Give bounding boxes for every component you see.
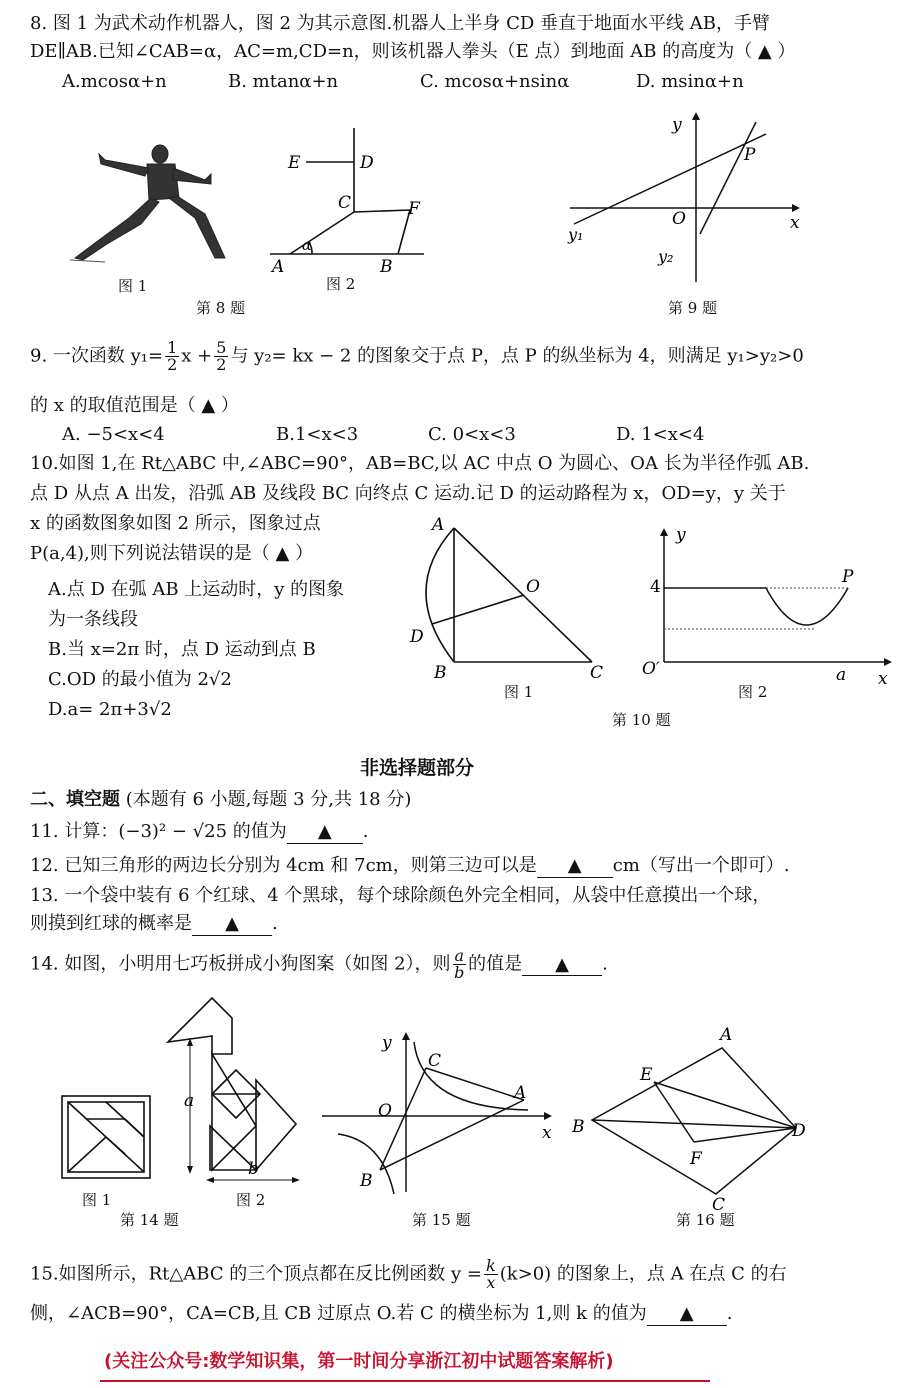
q10-option-a-1: A.点 D 在弧 AB 上运动时，y 的图象 — [48, 579, 345, 600]
q15-frac-den: x — [486, 1273, 496, 1292]
section-title: 非选择题部分 — [360, 757, 475, 779]
q9-graph-figure — [560, 112, 810, 287]
q16-label-a: A — [720, 1025, 733, 1045]
q12-blank: ▲ — [537, 856, 613, 878]
q8-line2: DE∥AB.已知∠CAB=α，AC=m,CD=n，则该机器人拳头（E 点）到地面 AB 的高度为（ ▲ ） — [30, 41, 796, 62]
footer-underline — [100, 1380, 710, 1382]
q8-label-f: F — [408, 199, 420, 219]
q15-suffix: (k>0) 的图象上，点 A 在点 C 的右 — [499, 1263, 787, 1285]
q14-label-a: a — [184, 1091, 195, 1111]
q8-fig1-caption: 图 1 — [118, 277, 148, 295]
q13-blank: ▲ — [192, 914, 272, 936]
q10-option-a-2: 为一条线段 — [48, 609, 138, 630]
q10-caption: 第 10 题 — [612, 711, 671, 729]
q14-fig2-caption: 图 2 — [236, 1191, 266, 1209]
q14 — [30, 948, 608, 981]
fill-blank-heading — [30, 790, 411, 811]
q13-line2 — [30, 914, 278, 936]
q14-fraction — [453, 948, 467, 981]
q15-prefix: 15.如图所示，Rt△ABC 的三个顶点都在反比例函数 y = — [30, 1263, 483, 1285]
q8-robot-figure — [65, 140, 235, 265]
q10-option-d: D.a= 2π+3√2 — [48, 699, 172, 720]
q16-caption: 第 16 题 — [676, 1211, 735, 1229]
q14-frac-num: a — [454, 946, 465, 965]
q8-label-b: B — [380, 257, 393, 277]
q10-fig2-label-four: 4 — [650, 577, 661, 597]
fill-blank-heading-note: (本题有 6 小题,每题 3 分,共 18 分) — [125, 789, 412, 810]
q10-graph-figure — [636, 522, 896, 687]
q10-fig1-label-b: B — [434, 663, 447, 683]
q14-tangram-square — [58, 1092, 154, 1182]
q10-fig2-label-o: O′ — [642, 659, 660, 679]
q13-end: . — [272, 913, 278, 934]
q14-blank: ▲ — [522, 955, 602, 977]
q15-label-x: x — [542, 1123, 552, 1143]
q10-option-c: C.OD 的最小值为 2√2 — [48, 669, 232, 690]
q14-prefix: 14. 如图，小明用七巧板拼成小狗图案（如图 2），则 — [30, 953, 451, 975]
q9-frac1-num: 1 — [167, 338, 178, 357]
q10-line4: P(a,4),则下列说法错误的是（ ▲ ） — [30, 543, 314, 564]
q10-fig1-label-c: C — [590, 663, 604, 683]
q9-option-d: D. 1<x<4 — [616, 424, 705, 445]
q8-label-e: E — [288, 153, 301, 173]
q9-frac1-den: 2 — [167, 355, 178, 374]
q8-label-c: C — [338, 193, 352, 213]
q15-fraction — [484, 1258, 498, 1291]
q14-label-b: b — [248, 1159, 259, 1179]
q9-caption: 第 9 题 — [668, 299, 718, 317]
fill-blank-heading-label: 二、填空题 — [30, 789, 120, 810]
q8-label-d: D — [360, 153, 374, 173]
q10-fig2-label-p: P — [842, 567, 854, 587]
q8-option-d: D. msinα+n — [636, 71, 744, 92]
q13-line1: 13. 一个袋中装有 6 个红球、4 个黑球，每个球除颜色外完全相同，从袋中任意摸出一个球， — [30, 885, 771, 906]
q16-label-c: C — [712, 1195, 726, 1214]
q8-option-b: B. mtanα+n — [228, 71, 339, 92]
q9-prefix: 9. 一次函数 y₁= — [30, 345, 164, 367]
q9-line2: 的 x 的取值范围是（ ▲ ） — [30, 395, 239, 416]
q9-option-c: C. 0<x<3 — [428, 424, 516, 445]
q11-text: 11. 计算：(−3)² − √25 的值为 — [30, 821, 287, 842]
q15-line1 — [30, 1258, 787, 1291]
q10-fig2-caption: 图 2 — [738, 683, 768, 701]
q8-option-a: A.mcosα+n — [62, 71, 167, 92]
q14-frac-den: b — [454, 963, 465, 982]
q9-label-x: x — [790, 213, 800, 233]
q16-label-f: F — [690, 1149, 702, 1169]
q8-fig2-caption: 图 2 — [326, 275, 356, 293]
q9-suffix: 与 y₂= kx − 2 的图象交于点 P，点 P 的纵坐标为 4，则满足 y₁>y₂>0 — [230, 345, 804, 367]
q9-line1 — [30, 340, 804, 373]
q8-line1: 8. 图 1 为武术动作机器人，图 2 为其示意图.机器人上半身 CD 垂直于地面水平线 AB，手臂 — [30, 13, 771, 34]
q10-line1: 10.如图 1,在 Rt△ABC 中,∠ABC=90°，AB=BC,以 AC 中点 O 为圆心、OA 长为半径作弧 AB. — [30, 453, 810, 474]
q14-caption: 第 14 题 — [120, 1211, 179, 1229]
q9-mid: x + — [181, 345, 213, 367]
q16-label-b: B — [572, 1117, 585, 1137]
q12 — [30, 856, 790, 878]
q9-label-o: O — [672, 209, 686, 229]
q9-frac2-num: 5 — [216, 338, 227, 357]
q15-graph-figure — [318, 1030, 558, 1200]
q15-label-o: O — [378, 1101, 392, 1121]
q11 — [30, 822, 369, 844]
q16-label-e: E — [640, 1065, 653, 1085]
q14-tangram-dog — [160, 994, 310, 1194]
q15-label-b: B — [360, 1171, 373, 1191]
q15-end: . — [726, 1303, 733, 1324]
q8-schematic-figure — [262, 120, 432, 280]
q10-fig1-label-o: O — [526, 577, 540, 597]
q10-fig2-label-a: a — [836, 665, 847, 685]
q12-text: 12. 已知三角形的两边长分别为 4cm 和 7cm，则第三边可以是 — [30, 855, 537, 876]
q10-fig1-label-a: A — [432, 515, 445, 535]
q8-caption: 第 8 题 — [196, 299, 246, 317]
q10-line3: x 的函数图象如图 2 所示，图象过点 — [30, 513, 321, 534]
q15-label-y: y — [382, 1033, 392, 1053]
q13-text: 则摸到红球的概率是 — [30, 913, 192, 934]
footer-note: (关注公众号:数学知识集，第一时间分享浙江初中试题答案解析) — [104, 1351, 614, 1372]
q9-label-y1: y₁ — [568, 225, 584, 244]
q8-option-c: C. mcosα+nsinα — [420, 71, 570, 92]
q9-label-y: y — [672, 115, 682, 135]
q9-label-p: P — [744, 145, 756, 165]
q9-frac2-den: 2 — [216, 355, 227, 374]
q10-option-b: B.当 x=2π 时，点 D 运动到点 B — [48, 639, 316, 660]
q15-frac-num: k — [486, 1256, 496, 1275]
q14-fig1-caption: 图 1 — [82, 1191, 112, 1209]
q15-label-a: A — [514, 1083, 527, 1103]
q15-blank: ▲ — [647, 1304, 727, 1326]
q15-text: 侧，∠ACB=90°，CA=CB,且 CB 过原点 O.若 C 的横坐标为 1,则 k 的值为 — [30, 1303, 647, 1324]
q12-end: cm（写出一个即可）. — [612, 855, 790, 876]
q15-label-c: C — [428, 1051, 442, 1071]
q10-fig2-label-x: x — [878, 669, 888, 687]
q14-end: . — [602, 953, 608, 975]
q11-blank: ▲ — [287, 822, 363, 844]
q9-option-a: A. −5<x<4 — [62, 424, 165, 445]
q9-option-b: B.1<x<3 — [276, 424, 359, 445]
q10-fig1-caption: 图 1 — [504, 683, 534, 701]
q8-label-alpha: α — [302, 238, 312, 254]
q10-fig1-label-d: D — [410, 627, 424, 647]
q15-line2 — [30, 1304, 732, 1326]
q9-fraction-2 — [214, 340, 228, 373]
q8-label-a: A — [272, 257, 285, 277]
q16-quadrilateral-figure — [566, 1024, 826, 1214]
q10-fig2-label-y: y — [676, 525, 686, 545]
q9-fraction-1 — [165, 340, 179, 373]
q11-end: . — [362, 821, 369, 842]
q15-caption: 第 15 题 — [412, 1211, 471, 1229]
q10-line2: 点 D 从点 A 出发，沿弧 AB 及线段 BC 向终点 C 运动.记 D 的运动路程为 x，OD=y，y 关于 — [30, 483, 786, 504]
q10-triangle-figure — [402, 512, 617, 688]
q9-label-y2: y₂ — [658, 247, 674, 266]
q16-label-d: D — [792, 1121, 806, 1141]
q14-suffix: 的值是 — [468, 953, 523, 975]
